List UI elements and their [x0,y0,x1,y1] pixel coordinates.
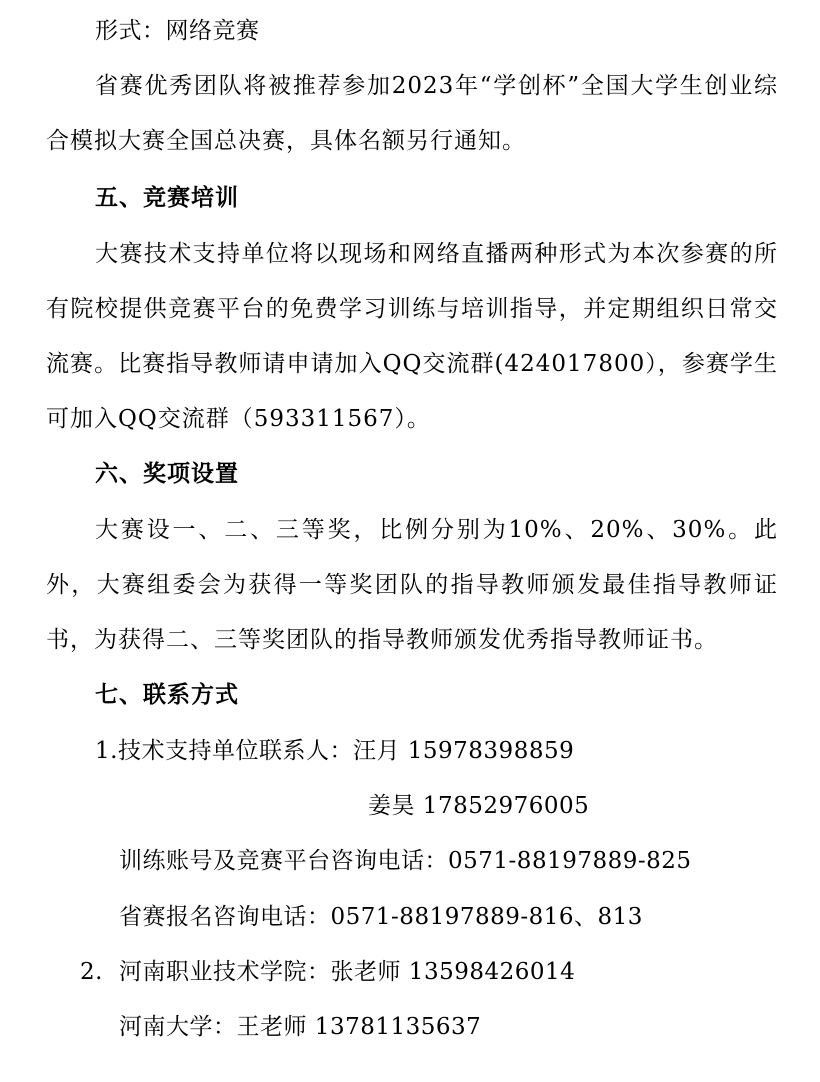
contact-technical-support: 1.技术支持单位联系人：汪月 15978398859 [95,738,575,764]
training-phone: 训练账号及竞赛平台咨询电话：0571-88197889-825 [119,848,692,874]
section-7-title: 七、联系方式 [95,682,239,708]
contact-technical-support-2: 姜昊 17852976005 [368,793,590,819]
contact-henan-university: 河南大学：王老师 13781135637 [119,1014,482,1040]
contact-2-number: 2. [80,959,103,985]
section-5-title: 五、竞赛培训 [95,185,239,211]
contact-henan-vocational: 河南职业技术学院：张老师 13598426014 [119,959,576,985]
signup-phone: 省赛报名咨询电话：0571-88197889-816、813 [119,904,643,930]
recommend-paragraph: 省赛优秀团队将被推荐参加2023年“学创杯”全国大学生创业综合模拟大赛全国总决赛，具体名额另行通知。 [46,73,778,154]
section-6-body: 大赛设一、二、三等奖，比例分别为10%、20%、30%。此外，大赛组委会为获得一等奖团队的指导教师颁发最佳指导教师证书，为获得二、三等奖团队的指导教师颁发优秀指导教师证书。 [46,517,778,653]
section-6-title: 六、奖项设置 [95,461,239,487]
form-line: 形式：网络竞赛 [95,18,260,44]
section-5-body: 大赛技术支持单位将以现场和网络直播两种形式为本次参赛的所有院校提供竞赛平台的免费学习训练与培训指导，并定期组织日常交流赛。比赛指导教师请申请加入QQ交流群(424017800），参赛学生可加入QQ交流群（593311567）。 [46,241,778,432]
